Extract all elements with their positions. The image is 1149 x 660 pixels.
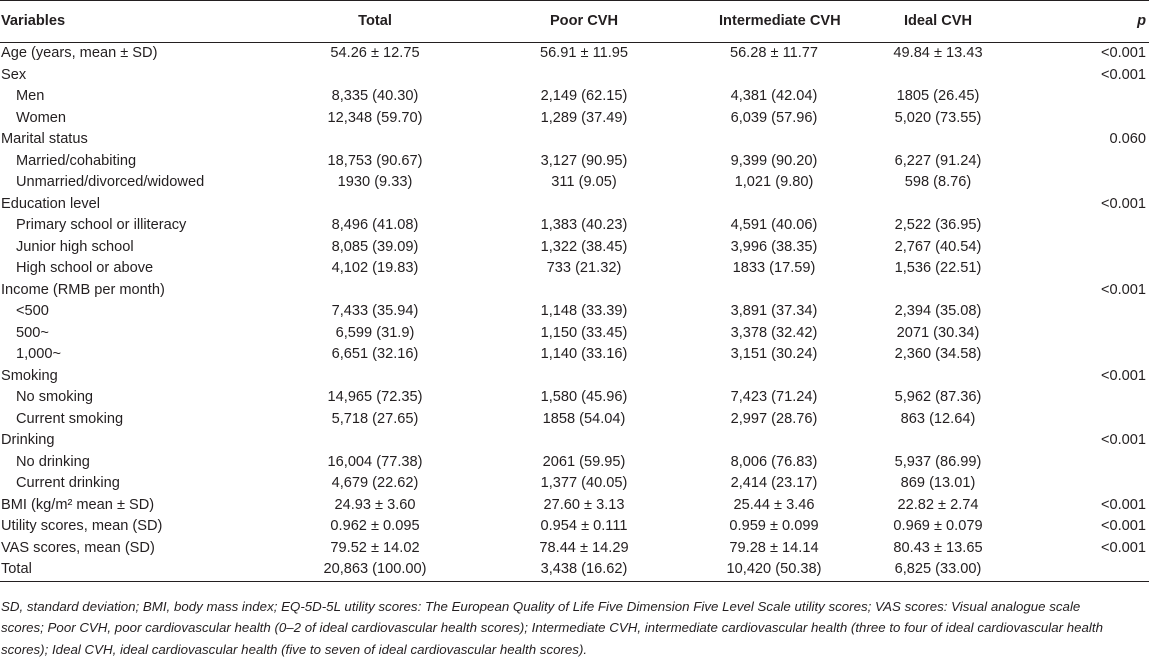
cell-intermediate-cvh: 4,591 (40.06) [719, 215, 829, 237]
header-p-value: p [1047, 1, 1149, 43]
cell-total: 16,004 (77.38) [301, 452, 449, 474]
cell-p-value: <0.001 [1047, 516, 1149, 538]
cell-poor-cvh: 1,289 (37.49) [449, 108, 719, 130]
table-row [0, 172, 1149, 194]
cell-intermediate-cvh: 10,420 (50.38) [719, 559, 829, 581]
cell-total: 14,965 (72.35) [301, 387, 449, 409]
cell-p-value [1047, 409, 1149, 431]
cell-total: 4,102 (19.83) [301, 258, 449, 280]
cell-total: 5,718 (27.65) [301, 409, 449, 431]
cell-ideal-cvh: 2071 (30.34) [829, 323, 1047, 345]
cell-variable: Drinking [0, 430, 301, 452]
cell-variable: High school or above [0, 258, 301, 280]
cell-ideal-cvh [829, 129, 1047, 151]
table-row [0, 301, 1149, 323]
cell-ideal-cvh [829, 430, 1047, 452]
cell-intermediate-cvh: 1833 (17.59) [719, 258, 829, 280]
cell-ideal-cvh: 2,360 (34.58) [829, 344, 1047, 366]
cell-total: 54.26 ± 12.75 [301, 43, 449, 65]
cell-intermediate-cvh [719, 129, 829, 151]
cell-variable: <500 [0, 301, 301, 323]
cell-total: 6,599 (31.9) [301, 323, 449, 345]
cell-intermediate-cvh: 25.44 ± 3.46 [719, 495, 829, 517]
cell-ideal-cvh: 6,227 (91.24) [829, 151, 1047, 173]
cell-poor-cvh: 1,150 (33.45) [449, 323, 719, 345]
table-row [0, 344, 1149, 366]
cell-poor-cvh [449, 65, 719, 87]
cell-poor-cvh [449, 366, 719, 388]
cell-variable: Age (years, mean ± SD) [0, 43, 301, 65]
cell-variable: Education level [0, 194, 301, 216]
table-row [0, 43, 1149, 65]
cell-total: 79.52 ± 14.02 [301, 538, 449, 560]
cell-variable: Men [0, 86, 301, 108]
cell-total: 8,085 (39.09) [301, 237, 449, 259]
header-poor-cvh: Poor CVH [449, 1, 719, 43]
table-row [0, 366, 1149, 388]
cell-total: 8,496 (41.08) [301, 215, 449, 237]
cell-ideal-cvh: 2,767 (40.54) [829, 237, 1047, 259]
cell-poor-cvh: 78.44 ± 14.29 [449, 538, 719, 560]
cell-ideal-cvh: 5,020 (73.55) [829, 108, 1047, 130]
cell-total: 20,863 (100.00) [301, 559, 449, 581]
cell-intermediate-cvh: 4,381 (42.04) [719, 86, 829, 108]
cell-p-value: <0.001 [1047, 366, 1149, 388]
cell-variable: Primary school or illiteracy [0, 215, 301, 237]
cell-total: 6,651 (32.16) [301, 344, 449, 366]
table-row [0, 258, 1149, 280]
cell-variable: Current drinking [0, 473, 301, 495]
cell-p-value: <0.001 [1047, 430, 1149, 452]
cell-total [301, 366, 449, 388]
cell-variable: Current smoking [0, 409, 301, 431]
table-row [0, 409, 1149, 431]
table-row [0, 387, 1149, 409]
table-row [0, 237, 1149, 259]
cell-variable: Smoking [0, 366, 301, 388]
cell-poor-cvh: 1,148 (33.39) [449, 301, 719, 323]
cell-variable: VAS scores, mean (SD) [0, 538, 301, 560]
cell-ideal-cvh: 49.84 ± 13.43 [829, 43, 1047, 65]
cell-variable: Married/cohabiting [0, 151, 301, 173]
cell-p-value: <0.001 [1047, 43, 1149, 65]
cell-variable: No drinking [0, 452, 301, 474]
table-row [0, 473, 1149, 495]
cell-intermediate-cvh: 0.959 ± 0.099 [719, 516, 829, 538]
cell-variable: Junior high school [0, 237, 301, 259]
table-footnote: SD, standard deviation; BMI, body mass index; EQ-5D-5L utility scores: The European Quality of Life Five Dimension Five Level Scale utility scores; VAS scores: Visual analogue scale scores; Poor CVH, poor cardiovascular health (0–2 of ideal cardiovascular health scores); Intermediate CVH, intermediate cardiovascular health (three to four of ideal cardiovascular health scores); Ideal CVH, ideal cardiovascular health (five to seven of ideal cardiovascular health scores). [1, 596, 1126, 660]
cell-variable: Income (RMB per month) [0, 280, 301, 302]
cell-total: 18,753 (90.67) [301, 151, 449, 173]
cell-intermediate-cvh [719, 280, 829, 302]
cell-poor-cvh: 56.91 ± 11.95 [449, 43, 719, 65]
header-total: Total [301, 1, 449, 43]
cell-poor-cvh: 1,580 (45.96) [449, 387, 719, 409]
cell-variable: Marital status [0, 129, 301, 151]
cell-poor-cvh: 27.60 ± 3.13 [449, 495, 719, 517]
cell-intermediate-cvh [719, 430, 829, 452]
cell-p-value [1047, 452, 1149, 474]
cell-p-value: <0.001 [1047, 280, 1149, 302]
cell-variable: Total [0, 559, 301, 581]
cell-p-value: <0.001 [1047, 65, 1149, 87]
cell-poor-cvh: 0.954 ± 0.111 [449, 516, 719, 538]
table-body [0, 43, 1149, 582]
table-row [0, 108, 1149, 130]
cell-variable: No smoking [0, 387, 301, 409]
cell-intermediate-cvh: 3,891 (37.34) [719, 301, 829, 323]
cell-intermediate-cvh: 1,021 (9.80) [719, 172, 829, 194]
cell-total: 24.93 ± 3.60 [301, 495, 449, 517]
cell-poor-cvh [449, 280, 719, 302]
cell-intermediate-cvh: 6,039 (57.96) [719, 108, 829, 130]
cell-ideal-cvh: 1805 (26.45) [829, 86, 1047, 108]
header-variables: Variables [0, 1, 301, 43]
cell-poor-cvh: 1,322 (38.45) [449, 237, 719, 259]
cell-p-value [1047, 473, 1149, 495]
cell-p-value: <0.001 [1047, 194, 1149, 216]
table-row [0, 538, 1149, 560]
cell-ideal-cvh [829, 280, 1047, 302]
cell-variable: Utility scores, mean (SD) [0, 516, 301, 538]
cell-p-value: <0.001 [1047, 495, 1149, 517]
cell-variable: Sex [0, 65, 301, 87]
cell-total: 4,679 (22.62) [301, 473, 449, 495]
cell-intermediate-cvh: 3,996 (38.35) [719, 237, 829, 259]
cell-ideal-cvh: 80.43 ± 13.65 [829, 538, 1047, 560]
cell-total: 0.962 ± 0.095 [301, 516, 449, 538]
cell-ideal-cvh: 869 (13.01) [829, 473, 1047, 495]
cell-ideal-cvh: 863 (12.64) [829, 409, 1047, 431]
cell-intermediate-cvh: 79.28 ± 14.14 [719, 538, 829, 560]
cell-p-value [1047, 344, 1149, 366]
cell-variable: 500~ [0, 323, 301, 345]
cell-intermediate-cvh: 7,423 (71.24) [719, 387, 829, 409]
cell-total: 1930 (9.33) [301, 172, 449, 194]
cell-p-value: 0.060 [1047, 129, 1149, 151]
table-row [0, 65, 1149, 87]
cell-p-value [1047, 258, 1149, 280]
cell-total: 12,348 (59.70) [301, 108, 449, 130]
cell-poor-cvh [449, 129, 719, 151]
cell-p-value [1047, 151, 1149, 173]
cell-ideal-cvh: 5,937 (86.99) [829, 452, 1047, 474]
cell-ideal-cvh [829, 65, 1047, 87]
cell-p-value [1047, 237, 1149, 259]
cell-intermediate-cvh: 2,414 (23.17) [719, 473, 829, 495]
table-row [0, 495, 1149, 517]
table-row [0, 151, 1149, 173]
table-row [0, 86, 1149, 108]
table-row [0, 430, 1149, 452]
table-row [0, 452, 1149, 474]
cell-ideal-cvh [829, 194, 1047, 216]
cell-ideal-cvh: 6,825 (33.00) [829, 559, 1047, 581]
cell-poor-cvh: 1858 (54.04) [449, 409, 719, 431]
cell-intermediate-cvh [719, 65, 829, 87]
cell-total [301, 129, 449, 151]
cell-intermediate-cvh: 3,378 (32.42) [719, 323, 829, 345]
cell-p-value [1047, 559, 1149, 581]
cell-total [301, 65, 449, 87]
cell-ideal-cvh: 22.82 ± 2.74 [829, 495, 1047, 517]
cell-poor-cvh: 3,438 (16.62) [449, 559, 719, 581]
cell-p-value [1047, 323, 1149, 345]
cell-p-value: <0.001 [1047, 538, 1149, 560]
cell-poor-cvh [449, 430, 719, 452]
table-row [0, 215, 1149, 237]
cell-poor-cvh: 2061 (59.95) [449, 452, 719, 474]
cell-variable: 1,000~ [0, 344, 301, 366]
cell-poor-cvh: 2,149 (62.15) [449, 86, 719, 108]
cell-ideal-cvh: 0.969 ± 0.079 [829, 516, 1047, 538]
cell-poor-cvh: 311 (9.05) [449, 172, 719, 194]
cell-variable: Unmarried/divorced/widowed [0, 172, 301, 194]
cell-total [301, 194, 449, 216]
cell-poor-cvh: 1,140 (33.16) [449, 344, 719, 366]
cell-ideal-cvh: 2,394 (35.08) [829, 301, 1047, 323]
table-row [0, 280, 1149, 302]
table-row [0, 516, 1149, 538]
cell-p-value [1047, 215, 1149, 237]
cell-ideal-cvh: 5,962 (87.36) [829, 387, 1047, 409]
header-intermediate-cvh: Intermediate CVH [719, 1, 829, 43]
cell-total: 8,335 (40.30) [301, 86, 449, 108]
header-ideal-cvh: Ideal CVH [829, 1, 1047, 43]
cell-variable: Women [0, 108, 301, 130]
cell-p-value [1047, 172, 1149, 194]
cell-poor-cvh: 733 (21.32) [449, 258, 719, 280]
cell-poor-cvh [449, 194, 719, 216]
table-row [0, 559, 1149, 581]
cell-intermediate-cvh: 2,997 (28.76) [719, 409, 829, 431]
cell-total [301, 430, 449, 452]
table-row [0, 194, 1149, 216]
cell-poor-cvh: 3,127 (90.95) [449, 151, 719, 173]
cell-intermediate-cvh [719, 366, 829, 388]
table-row [0, 323, 1149, 345]
cell-intermediate-cvh: 9,399 (90.20) [719, 151, 829, 173]
cell-ideal-cvh: 2,522 (36.95) [829, 215, 1047, 237]
cell-variable: BMI (kg/m² mean ± SD) [0, 495, 301, 517]
cell-total: 7,433 (35.94) [301, 301, 449, 323]
cell-intermediate-cvh: 3,151 (30.24) [719, 344, 829, 366]
cell-ideal-cvh: 598 (8.76) [829, 172, 1047, 194]
cell-poor-cvh: 1,377 (40.05) [449, 473, 719, 495]
table-row [0, 129, 1149, 151]
cell-poor-cvh: 1,383 (40.23) [449, 215, 719, 237]
cell-total [301, 280, 449, 302]
cell-p-value [1047, 301, 1149, 323]
header-row [0, 1, 1149, 43]
cell-intermediate-cvh: 8,006 (76.83) [719, 452, 829, 474]
cell-intermediate-cvh: 56.28 ± 11.77 [719, 43, 829, 65]
cell-p-value [1047, 86, 1149, 108]
cell-p-value [1047, 108, 1149, 130]
cell-p-value [1047, 387, 1149, 409]
cell-ideal-cvh: 1,536 (22.51) [829, 258, 1047, 280]
cell-intermediate-cvh [719, 194, 829, 216]
cell-ideal-cvh [829, 366, 1047, 388]
